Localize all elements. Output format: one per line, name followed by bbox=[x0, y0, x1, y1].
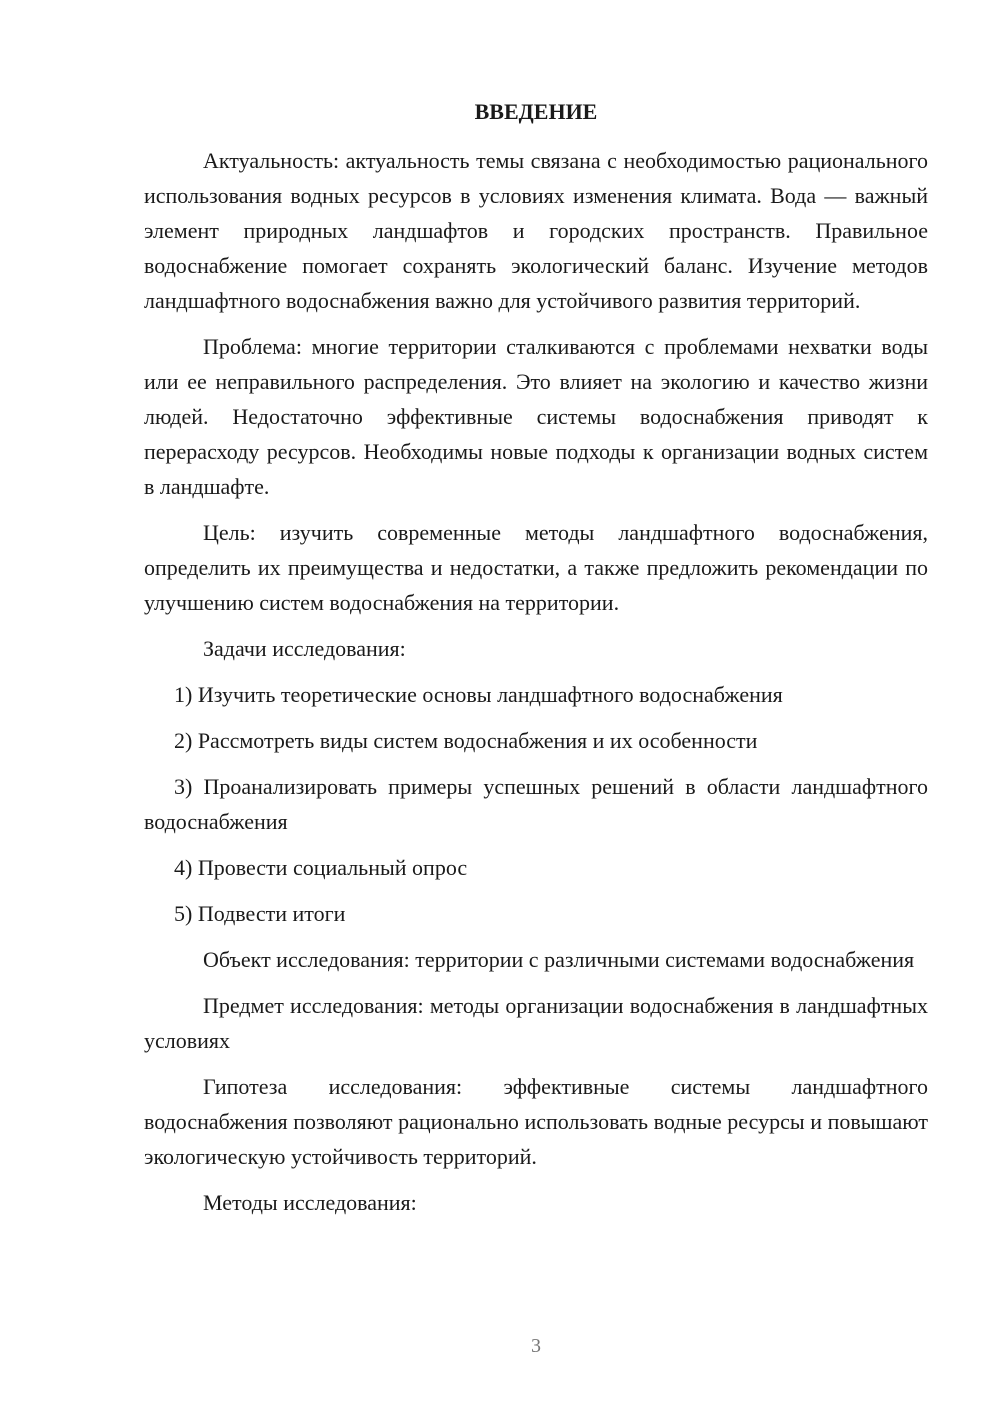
paragraph-problem: Проблема: многие территории сталкиваются с проблемами нехватки воды или ее неправильного распределения. Это влияет на экологию и качество жизни людей. Недостаточно эффективные системы водоснабжения приводят к перерасходу ресурсов. Необходимы новые подходы к организации водных систем в ландшафте. bbox=[144, 334, 928, 499]
task-item-3: 3) Проанализировать примеры успешных решений в области ландшафтного водоснабжения bbox=[144, 774, 928, 834]
task-item-5: 5) Подвести итоги bbox=[174, 901, 346, 926]
page-content bbox=[144, 94, 928, 1231]
paragraph-hypothesis: Гипотеза исследования: эффективные системы ландшафтного водоснабжения позволяют рационально использовать водные ресурсы и повышают экологическую устойчивость территорий. bbox=[144, 1074, 928, 1169]
paragraph-goal: Цель: изучить современные методы ландшафтного водоснабжения, определить их преимущества и недостатки, а также предложить рекомендации по улучшению систем водоснабжения на территории. bbox=[144, 520, 928, 615]
paragraph-subject: Предмет исследования: методы организации водоснабжения в ландшафтных условиях bbox=[144, 993, 928, 1053]
tasks-heading: Задачи исследования: bbox=[203, 636, 406, 661]
page-number: 3 bbox=[531, 1335, 541, 1357]
paragraph-relevance: Актуальность: актуальность темы связана с необходимостью рационального использования водных ресурсов в условиях изменения климата. Вода — важный элемент природных ландшафтов и городских пространств. Правильное водоснабжение помогает сохранять экологический баланс. Изучение методов ландшафтного водоснабжения важно для устойчивого развития территорий. bbox=[144, 148, 928, 313]
section-title: ВВЕДЕНИЕ bbox=[474, 99, 598, 124]
task-item-2: 2) Рассмотреть виды систем водоснабжения и их особенности bbox=[174, 728, 758, 753]
methods-heading: Методы исследования: bbox=[203, 1190, 417, 1215]
paragraph-object: Объект исследования: территории с различными системами водоснабжения bbox=[203, 947, 915, 972]
task-item-1: 1) Изучить теоретические основы ландшафтного водоснабжения bbox=[174, 682, 783, 707]
task-item-4: 4) Провести социальный опрос bbox=[174, 855, 468, 880]
